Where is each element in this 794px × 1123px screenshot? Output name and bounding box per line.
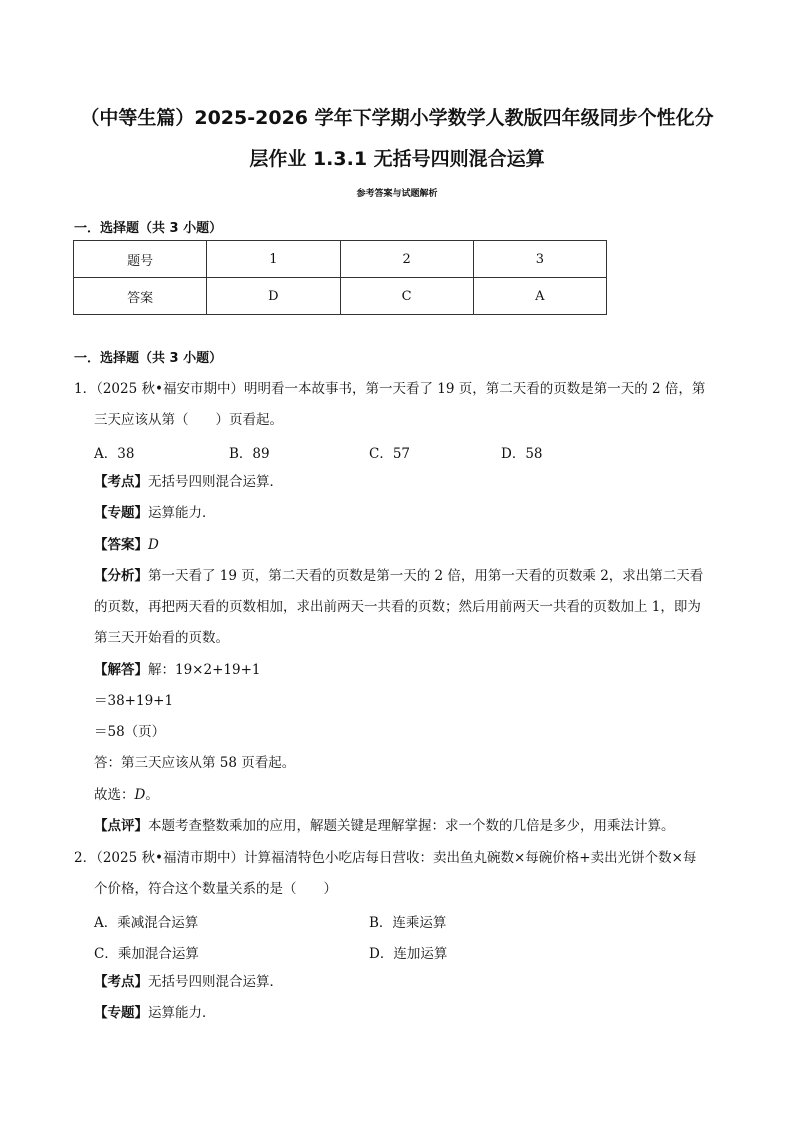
table-row (74, 241, 607, 278)
q1-fenxi-line2: 的页数，再把两天看的页数相加，求出前两天一共看的页数；然后用前两天一共看的页数加上 1，即为 (94, 599, 701, 615)
q2-option-b: B．连乘运算 (369, 915, 447, 931)
q1-option-c: C．57 (369, 446, 411, 462)
daan-tag: 【答案】 (94, 537, 148, 553)
q1-option-a: A．38 (94, 446, 135, 462)
q2-stem-line2: 个价格，符合这个数量关系的是（ ） (94, 881, 337, 897)
zhuanti-tag: 【专题】 (94, 505, 148, 521)
guxuan-text: 故选： (94, 787, 135, 803)
q1-fenxi-line3: 第三天开始看的页数。 (94, 630, 229, 646)
q1-jieda-line2: ＝38+19+1 (94, 693, 174, 709)
kaodian-text: 无括号四则混合运算． (148, 974, 283, 990)
dianping-tag: 【点评】 (94, 818, 148, 834)
table-cell: D (207, 278, 340, 315)
q2-kaodian (94, 972, 283, 992)
q1-dianping (94, 816, 675, 836)
table-cell: 1 (207, 241, 340, 278)
q1-kaodian (94, 472, 283, 492)
daan-text: D (148, 537, 159, 553)
q2-option-d: D．连加运算 (369, 946, 448, 962)
q2-zhuanti (94, 1003, 216, 1023)
fenxi-tag: 【分析】 (94, 568, 148, 584)
q2-option-c: C．乘加混合运算 (94, 946, 199, 962)
table-cell: 2 (340, 241, 473, 278)
q1-jieda-line3: ＝58（页） (94, 724, 166, 740)
q1-option-d: D．58 (501, 446, 543, 462)
q2-stem-line1: 2．（2025 秋•福清市期中）计算福清特色小吃店每日营收：卖出鱼丸碗数×每碗价格+卖出光饼个数×每 (74, 850, 697, 866)
q2-option-a: A．乘减混合运算 (94, 915, 199, 931)
table-cell: 3 (473, 241, 606, 278)
table-cell: A (473, 278, 606, 315)
jieda-text: 解：19×2+19+1 (148, 662, 261, 678)
jieda-tag: 【解答】 (94, 662, 148, 678)
section-heading-answers: 一．选择题（共 3 小题） (74, 221, 223, 236)
table-cell: C (340, 278, 473, 315)
q1-zhuanti (94, 503, 216, 523)
q1-jieda-line4: 答：第三天应该从第 58 页看起。 (94, 755, 296, 771)
guxuan-answer: D (134, 787, 146, 803)
q1-option-b: B．89 (229, 446, 270, 462)
kaodian-tag: 【考点】 (94, 974, 148, 990)
dianping-text: 本题考查整数乘加的应用，解题关键是理解掌握：求一个数的几倍是多少，用乘法计算。 (148, 818, 675, 834)
zhuanti-text: 运算能力． (148, 1005, 216, 1021)
section-heading-questions: 一．选择题（共 3 小题） (74, 351, 223, 366)
guxuan-end: 。 (145, 787, 159, 803)
q1-stem-line1: 1．（2025 秋•福安市期中）明明看一本故事书，第一天看了 19 页，第二天看的页数是第一天的 2 倍，第 (74, 381, 706, 397)
table-cell: 题号 (74, 241, 207, 278)
document-title-line1: （中等生篇）2025-2026 学年下学期小学数学人教版四年级同步个性化分 (80, 107, 714, 129)
q1-stem-line2: 三天应该从第（ ）页看起。 (94, 412, 283, 428)
q1-guxuan (94, 785, 159, 805)
table-cell: 答案 (74, 278, 207, 315)
kaodian-text: 无括号四则混合运算． (148, 474, 283, 490)
zhuanti-tag: 【专题】 (94, 1005, 148, 1021)
q1-daan (94, 535, 159, 555)
q1-jieda-line1 (94, 660, 260, 680)
document-title-line2: 层作业 1.3.1 无括号四则混合运算 (249, 148, 545, 170)
zhuanti-text: 运算能力． (148, 505, 216, 521)
table-row (74, 278, 607, 315)
document-subtitle: 参考答案与试题解析 (356, 189, 438, 199)
fenxi-text: 第一天看了 19 页，第二天看的页数是第一天的 2 倍，用第一天看的页数乘 2，求出第二天看 (148, 568, 704, 584)
answer-table (73, 240, 607, 315)
q1-fenxi-line1 (94, 566, 703, 586)
kaodian-tag: 【考点】 (94, 474, 148, 490)
